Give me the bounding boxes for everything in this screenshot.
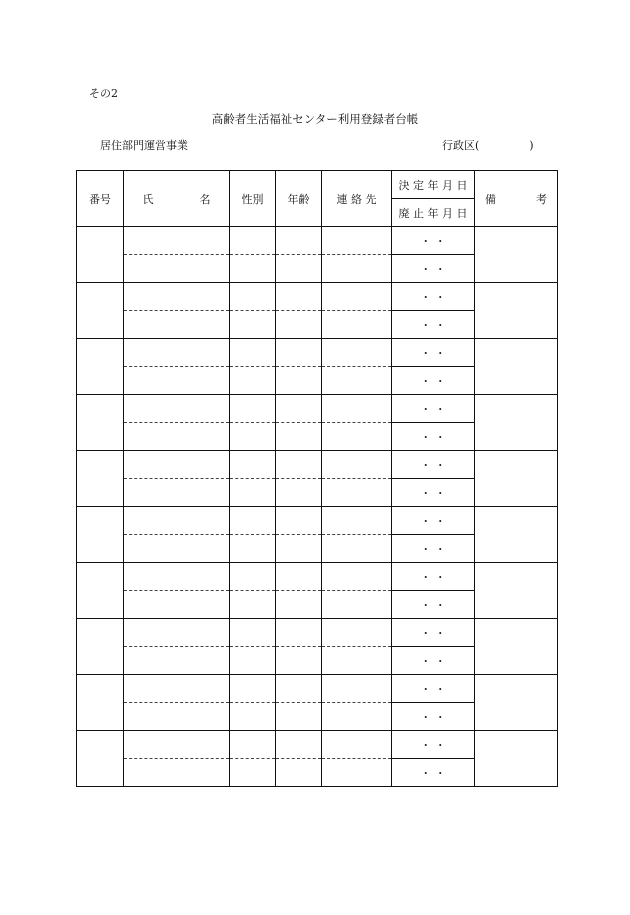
header-contact: 連 絡 先 — [322, 171, 392, 227]
document-number: その2 — [89, 87, 118, 100]
cell-age-sub[interactable] — [276, 367, 322, 395]
cell-gender[interactable] — [230, 395, 276, 423]
cell-name[interactable] — [124, 339, 230, 367]
cell-decision-date[interactable]: ・ ・ — [392, 227, 475, 255]
header-remarks-part2: 考 — [536, 192, 547, 206]
cell-contact-sub[interactable] — [322, 367, 392, 395]
cell-number[interactable] — [77, 339, 124, 395]
cell-gender-sub[interactable] — [230, 535, 276, 563]
cell-name-sub[interactable] — [124, 647, 230, 675]
cell-decision-date[interactable]: ・ ・ — [392, 619, 475, 647]
cell-remarks[interactable] — [475, 451, 558, 507]
cell-contact[interactable] — [322, 451, 392, 479]
cell-decision-date[interactable]: ・ ・ — [392, 731, 475, 759]
cell-gender[interactable] — [230, 731, 276, 759]
cell-abolition-date[interactable]: ・ ・ — [392, 367, 475, 395]
table-row — [77, 675, 558, 703]
header-remarks-part1: 備 — [485, 192, 496, 206]
cell-abolition-date[interactable]: ・ ・ — [392, 479, 475, 507]
cell-contact-sub[interactable] — [322, 479, 392, 507]
cell-number[interactable] — [77, 675, 124, 731]
cell-number[interactable] — [77, 731, 124, 787]
cell-abolition-date[interactable]: ・ ・ — [392, 311, 475, 339]
cell-age-sub[interactable] — [276, 647, 322, 675]
cell-remarks[interactable] — [475, 619, 558, 675]
cell-age[interactable] — [276, 339, 322, 367]
cell-name-sub[interactable] — [124, 535, 230, 563]
header-abolition-date: 廃 止 年 月 日 — [392, 199, 475, 227]
cell-name[interactable] — [124, 675, 230, 703]
cell-remarks[interactable] — [475, 507, 558, 563]
cell-remarks[interactable] — [475, 227, 558, 283]
header-name-part2: 名 — [199, 192, 211, 206]
district-label: 行政区( — [442, 139, 480, 152]
table-row — [77, 227, 558, 255]
cell-name-sub[interactable] — [124, 479, 230, 507]
cell-abolition-date[interactable]: ・ ・ — [392, 535, 475, 563]
cell-decision-date[interactable]: ・ ・ — [392, 507, 475, 535]
cell-name[interactable] — [124, 283, 230, 311]
cell-decision-date[interactable]: ・ ・ — [392, 675, 475, 703]
cell-gender-sub[interactable] — [230, 367, 276, 395]
cell-contact[interactable] — [322, 395, 392, 423]
table-row — [77, 731, 558, 759]
cell-contact[interactable] — [322, 283, 392, 311]
cell-gender[interactable] — [230, 563, 276, 591]
cell-abolition-date[interactable]: ・ ・ — [392, 423, 475, 451]
cell-decision-date[interactable]: ・ ・ — [392, 339, 475, 367]
cell-gender-sub[interactable] — [230, 255, 276, 283]
cell-number[interactable] — [77, 395, 124, 451]
department-name: 居住部門運営事業 — [100, 139, 188, 152]
table-row — [77, 451, 558, 479]
cell-name[interactable] — [124, 451, 230, 479]
cell-contact-sub[interactable] — [322, 311, 392, 339]
cell-gender[interactable] — [230, 675, 276, 703]
cell-decision-date[interactable]: ・ ・ — [392, 395, 475, 423]
cell-age-sub[interactable] — [276, 703, 322, 731]
cell-number[interactable] — [77, 619, 124, 675]
header-age: 年齢 — [276, 171, 322, 227]
cell-gender-sub[interactable] — [230, 479, 276, 507]
cell-number[interactable] — [77, 563, 124, 619]
cell-remarks[interactable] — [475, 731, 558, 787]
table-row — [77, 339, 558, 367]
cell-contact-sub[interactable] — [322, 759, 392, 787]
cell-abolition-date[interactable]: ・ ・ — [392, 703, 475, 731]
header-row-1 — [77, 171, 558, 199]
cell-decision-date[interactable]: ・ ・ — [392, 563, 475, 591]
cell-name[interactable] — [124, 619, 230, 647]
cell-number[interactable] — [77, 507, 124, 563]
cell-contact-sub[interactable] — [322, 423, 392, 451]
cell-abolition-date[interactable]: ・ ・ — [392, 647, 475, 675]
cell-name[interactable] — [124, 395, 230, 423]
cell-name-sub[interactable] — [124, 703, 230, 731]
document-title: 高齢者生活福祉センター利用登録者台帳 — [211, 112, 419, 126]
cell-name-sub[interactable] — [124, 311, 230, 339]
cell-gender-sub[interactable] — [230, 703, 276, 731]
cell-contact[interactable] — [322, 619, 392, 647]
table-row — [77, 395, 558, 423]
cell-remarks[interactable] — [475, 563, 558, 619]
cell-contact[interactable] — [322, 507, 392, 535]
cell-contact[interactable] — [322, 675, 392, 703]
cell-contact-sub[interactable] — [322, 647, 392, 675]
cell-gender-sub[interactable] — [230, 311, 276, 339]
cell-name-sub[interactable] — [124, 367, 230, 395]
table-row — [77, 507, 558, 535]
cell-name[interactable] — [124, 731, 230, 759]
cell-contact[interactable] — [322, 731, 392, 759]
cell-name-sub[interactable] — [124, 255, 230, 283]
cell-remarks[interactable] — [475, 395, 558, 451]
cell-age[interactable] — [276, 451, 322, 479]
cell-gender[interactable] — [230, 451, 276, 479]
cell-age-sub[interactable] — [276, 255, 322, 283]
registrant-ledger-table — [76, 170, 558, 787]
cell-contact-sub[interactable] — [322, 703, 392, 731]
cell-gender-sub[interactable] — [230, 647, 276, 675]
cell-age[interactable] — [276, 619, 322, 647]
cell-name-sub[interactable] — [124, 591, 230, 619]
cell-age-sub[interactable] — [276, 479, 322, 507]
header-name — [124, 171, 230, 227]
cell-name[interactable] — [124, 507, 230, 535]
cell-age[interactable] — [276, 507, 322, 535]
cell-age[interactable] — [276, 563, 322, 591]
cell-age[interactable] — [276, 395, 322, 423]
cell-contact-sub[interactable] — [322, 591, 392, 619]
header-gender: 性別 — [230, 171, 276, 227]
cell-decision-date[interactable]: ・ ・ — [392, 283, 475, 311]
cell-decision-date[interactable]: ・ ・ — [392, 451, 475, 479]
cell-number[interactable] — [77, 451, 124, 507]
header-number: 番号 — [77, 171, 124, 227]
cell-contact-sub[interactable] — [322, 255, 392, 283]
cell-contact[interactable] — [322, 339, 392, 367]
cell-abolition-date[interactable]: ・ ・ — [392, 759, 475, 787]
cell-contact[interactable] — [322, 563, 392, 591]
cell-gender[interactable] — [230, 619, 276, 647]
cell-gender-sub[interactable] — [230, 759, 276, 787]
cell-age[interactable] — [276, 227, 322, 255]
header-decision-date: 決 定 年 月 日 — [392, 171, 475, 199]
cell-name-sub[interactable] — [124, 423, 230, 451]
cell-name[interactable] — [124, 563, 230, 591]
cell-age-sub[interactable] — [276, 311, 322, 339]
table-row — [77, 619, 558, 647]
cell-age[interactable] — [276, 283, 322, 311]
cell-gender-sub[interactable] — [230, 591, 276, 619]
cell-age-sub[interactable] — [276, 759, 322, 787]
cell-gender[interactable] — [230, 283, 276, 311]
cell-remarks[interactable] — [475, 339, 558, 395]
cell-gender[interactable] — [230, 339, 276, 367]
header-remarks — [475, 171, 558, 227]
cell-number[interactable] — [77, 283, 124, 339]
cell-name-sub[interactable] — [124, 759, 230, 787]
table-row — [77, 563, 558, 591]
cell-gender[interactable] — [230, 507, 276, 535]
district-close: ) — [529, 139, 534, 152]
header-name-part1: 氏 — [142, 192, 154, 206]
cell-remarks[interactable] — [475, 283, 558, 339]
cell-contact[interactable] — [322, 227, 392, 255]
cell-age[interactable] — [276, 675, 322, 703]
cell-age[interactable] — [276, 731, 322, 759]
cell-number[interactable] — [77, 227, 124, 283]
district-field — [442, 137, 534, 153]
cell-name[interactable] — [124, 227, 230, 255]
cell-remarks[interactable] — [475, 675, 558, 731]
cell-gender[interactable] — [230, 227, 276, 255]
cell-age-sub[interactable] — [276, 535, 322, 563]
cell-age-sub[interactable] — [276, 423, 322, 451]
cell-gender-sub[interactable] — [230, 423, 276, 451]
cell-age-sub[interactable] — [276, 591, 322, 619]
cell-abolition-date[interactable]: ・ ・ — [392, 591, 475, 619]
ledger-body — [77, 227, 558, 787]
cell-contact-sub[interactable] — [322, 535, 392, 563]
cell-abolition-date[interactable]: ・ ・ — [392, 255, 475, 283]
table-row — [77, 283, 558, 311]
